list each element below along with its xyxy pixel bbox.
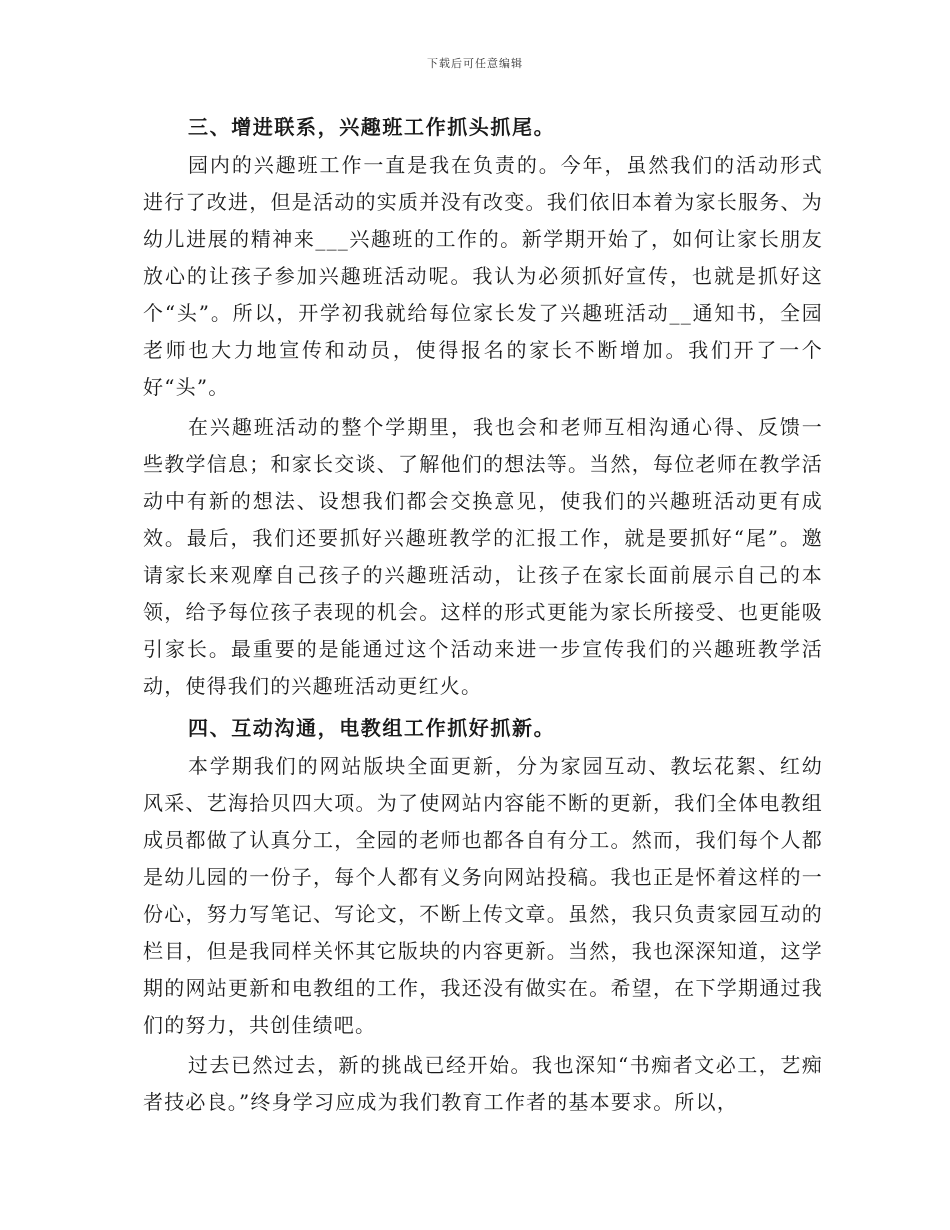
paragraph: 本学期我们的网站版块全面更新，分为家园互动、教坛花絮、红幼风采、艺海拾贝四大项。为了使网站内容能不断的更新，我们全体电教组成员都做了认真分工，全园的老师也都各自有分工。然而，我们每个人都是幼儿园的一份子，每个人都有义务向网站投稿。我也正是怀着这样的一份心，努力写笔记、写论文，不断上传文章。虽然，我只负责家园互动的栏目，但是我同样关怀其它版块的内容更新。当然，我也深深知道，这学期的网站更新和电教组的工作，我还没有做实在。希望，在下学期通过我们的努力，共创佳绩吧。 [143, 754, 823, 1037]
paragraph: 在兴趣班活动的整个学期里，我也会和老师互相沟通心得、反馈一些教学信息；和家长交谈、了解他们的想法等。当然，每位老师在教学活动中有新的想法、设想我们都会交换意见，使我们的兴趣班活动更有成效。最后，我们还要抓好兴趣班教学的汇报工作，就是要抓好“尾”。邀请家长来观摩自己孩子的兴趣班活动，让孩子在家长面前展示自己的本领，给予每位孩子表现的机会。这样的形式更能为家长所接受、也更能吸引家长。最重要的是能通过这个活动来进一步宣传我们的兴趣班教学活动，使得我们的兴趣班活动更红火。 [143, 415, 823, 698]
page-header: 下载后可任意编辑 [427, 57, 523, 70]
paragraph: 过去已然过去，新的挑战已经开始。我也深知“书痴者文必工，艺痴者技必良。”终身学习应成为我们教育工作者的基本要求。所以， [143, 1053, 823, 1114]
section-heading: 四、互动沟通，电教组工作抓好抓新。 [188, 716, 556, 740]
document-body [143, 107, 823, 1121]
section-heading: 三、增进联系，兴趣班工作抓头抓尾。 [188, 115, 556, 139]
paragraph: 园内的兴趣班工作一直是我在负责的。今年，虽然我们的活动形式进行了改进，但是活动的实质并没有改变。我们依旧本着为家长服务、为幼儿进展的精神来___兴趣班的工作的。新学期开始了，如何让家长朋友放心的让孩子参加兴趣班活动呢。我认为必须抓好宣传，也就是抓好这个“头”。所以，开学初我就给每位家长发了兴趣班活动__通知书，全园老师也大力地宣传和动员，使得报名的家长不断增加。我们开了一个好“头”。 [143, 153, 823, 399]
